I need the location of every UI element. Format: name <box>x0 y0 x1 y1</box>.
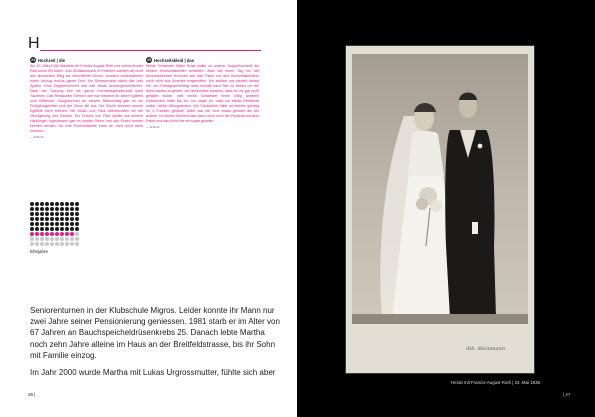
dot-black <box>40 212 44 216</box>
dot-grey <box>70 237 74 241</box>
dot-black <box>60 207 64 211</box>
body-text <box>30 305 282 384</box>
dot-black <box>40 222 44 226</box>
dot-pink <box>35 232 39 236</box>
dot-black <box>50 207 54 211</box>
dot-black <box>75 217 79 221</box>
dot-black <box>60 212 64 216</box>
entry-number-badge: 25 <box>147 57 151 62</box>
page-number: 26 | <box>28 392 36 397</box>
dot-grey <box>45 242 49 246</box>
dot-black <box>50 227 54 231</box>
dot-black <box>70 202 74 206</box>
dot-black <box>30 202 34 206</box>
dot-black <box>50 202 54 206</box>
section-letter: H <box>28 35 40 52</box>
photo-caption: Heirat mit Francis-August Roth | 23. Mai 1938. <box>451 380 542 385</box>
dot-black <box>55 212 59 216</box>
entry-source: — M.Roth <box>146 125 160 129</box>
dot-black <box>45 207 49 211</box>
dot-black <box>75 202 79 206</box>
dot-black <box>35 222 39 226</box>
dot-black <box>75 212 79 216</box>
dot-grey <box>30 237 34 241</box>
dot-black <box>65 217 69 221</box>
dot-black <box>65 212 69 216</box>
glossary-entry-hochzeitskleid <box>146 57 259 130</box>
dot-black <box>35 202 39 206</box>
body-paragraph: Seniorenturnen in der Klubschule Migros. Leider konnte ihr Mann nur zwei Jahre seiner Pensionierung geniessen. 1981 starb er im Alter von 67 Jahren an Bauchspeicheldrüsenkrebs 25. Danach lebte Martha noch zehn Jahre alleine im Haus an der Breitfeldstrasse, bis ihr Sohn mit Familie einzog. <box>30 306 280 360</box>
dot-grey <box>50 242 54 246</box>
dot-grid-label: Ehejahre <box>30 249 49 254</box>
dot-grey <box>55 237 59 241</box>
dot-black <box>60 217 64 221</box>
dot-black <box>70 207 74 211</box>
entry-title: Hochzeit | die <box>38 57 65 63</box>
dot-black <box>70 217 74 221</box>
dot-grey <box>75 232 79 236</box>
dot-black <box>55 207 59 211</box>
dot-grey <box>65 242 69 246</box>
dot-black <box>75 222 79 226</box>
dot-black <box>75 207 79 211</box>
marriage-years-dot-grid <box>30 202 79 246</box>
entry-source: — M.Roth <box>30 135 44 139</box>
dot-grey <box>40 242 44 246</box>
entry-text: Am 15. März1938 heiratete ich Francis-August Roth und meine Bruder Paul seine Elli Mann. Vom Zivilstandsamt in Fleterlen wählten wir nicht den direktesten Weg zur reformierten Kirche, sondern veranstalteten einen Umzug durchs ganze Dorf. Am Strassenrand stand das Volk Spalier. Eine Doppelhochzeit war halt etwas Aussergewöhnliches. Nach der Trauung fuhr die ganze Hochzeitsgesellschaft nach Täuffelen. Das Restaurant Sternen dort war bekannt für seine Egliflets vom Bielersee. Ausgerechnet an diesem Nachmittag gab es ein Frühjahrsgewitter und der Strom fiel aus. Die Köche konnten unsere Egliflets nicht fritieren. Mit Musik und Tanz überbrückten wir die Verzögerung des Essens. Ein Freund von Paul spielte auf seinem Handorgel. Irgendwann gab es wieder Strom und das Essen konnte serviert werden. An eine Hochzeitstorte kann ich mich nicht mehr erinnern. <box>30 64 143 133</box>
dot-black <box>55 227 59 231</box>
dot-black <box>60 227 64 231</box>
glossary-entry-hochzeit <box>30 57 143 140</box>
entry-number-badge: 24 <box>31 57 35 62</box>
dot-black <box>40 207 44 211</box>
dot-black <box>65 207 69 211</box>
dot-black <box>30 217 34 221</box>
dot-grey <box>75 242 79 246</box>
dot-pink <box>65 232 69 236</box>
wedding-photograph <box>346 46 534 373</box>
wedding-photo-image <box>346 46 534 373</box>
left-page <box>0 0 297 417</box>
dot-grey <box>70 242 74 246</box>
dot-pink <box>30 232 34 236</box>
body-paragraph: Im Jahr 2000 wurde Martha mit Lukas Urgrossmutter, fühlte sich aber <box>30 368 276 378</box>
dot-black <box>30 212 34 216</box>
dot-pink <box>55 232 59 236</box>
dot-grey <box>35 242 39 246</box>
dot-black <box>45 222 49 226</box>
dot-black <box>55 202 59 206</box>
dot-grey <box>35 237 39 241</box>
dot-black <box>65 222 69 226</box>
dot-black <box>55 217 59 221</box>
dot-black <box>40 227 44 231</box>
dot-grey <box>60 237 64 241</box>
dot-grey <box>30 242 34 246</box>
dot-black <box>35 212 39 216</box>
dot-grey <box>50 237 54 241</box>
heading-rule <box>40 50 261 51</box>
dot-pink <box>50 232 54 236</box>
dot-grey <box>75 237 79 241</box>
dot-black <box>60 222 64 226</box>
dot-pink <box>70 232 74 236</box>
dot-black <box>55 222 59 226</box>
dot-black <box>45 202 49 206</box>
dot-black <box>70 222 74 226</box>
dot-pink <box>45 232 49 236</box>
dot-black <box>30 227 34 231</box>
dot-black <box>60 202 64 206</box>
dot-black <box>45 227 49 231</box>
entry-header <box>30 57 143 63</box>
dot-black <box>65 227 69 231</box>
dot-pink <box>40 232 44 236</box>
studio-signature: Alb. Steinmann <box>466 346 505 352</box>
dot-black <box>35 227 39 231</box>
dot-grey <box>60 242 64 246</box>
dot-grey <box>40 237 44 241</box>
dot-grey <box>55 242 59 246</box>
dot-grey <box>45 237 49 241</box>
dot-grey <box>65 237 69 241</box>
dot-black <box>70 212 74 216</box>
dot-black <box>40 202 44 206</box>
entry-title: Hochzeitskleid | das <box>154 57 195 63</box>
dot-pink <box>60 232 64 236</box>
dot-black <box>35 217 39 221</box>
dot-black <box>45 217 49 221</box>
dot-black <box>75 227 79 231</box>
dot-black <box>50 212 54 216</box>
dot-black <box>35 207 39 211</box>
page-number: | 27 <box>563 392 571 397</box>
entry-text: Meine Schwester Marie Rosa wollte zu unserer Doppelhochzeit die besten Hochzeitskleider bestellen. Aber bis einen Tag vor der bevorstehenden Hochzeit war das Paket mit den Hochzeitskleidern noch nicht aus Amerika eingetroffen. Wir stellten uns bereits darauf ein, am Freitagnachmittag noch schnell nach Biel zu fahren um ein Kleid kaufen zu gehen. Ich befürchtete sowieso, dass es mir gar nicht gefallen würde, weil meine Schwester einen völlig anderen Geschmack hatte als ich. Ich sagte ihr, dass ich etwas Einfaches wollte, nichts Überspanntes. Die Schachteln hätte ich bereits günstig für 3 Franken gekauft. Dafür war der eine etwas grösser als der andere. Im letzten Moment kam dann doch noch der Postbote mit dem Paket und das Kleid hat mir sogar gefallen. <box>146 64 259 123</box>
dot-black <box>40 217 44 221</box>
dot-black <box>50 217 54 221</box>
dot-black <box>65 202 69 206</box>
dot-black <box>30 222 34 226</box>
dot-black <box>70 227 74 231</box>
entry-header <box>146 57 259 63</box>
dot-black <box>50 222 54 226</box>
dot-black <box>45 212 49 216</box>
dot-black <box>30 207 34 211</box>
